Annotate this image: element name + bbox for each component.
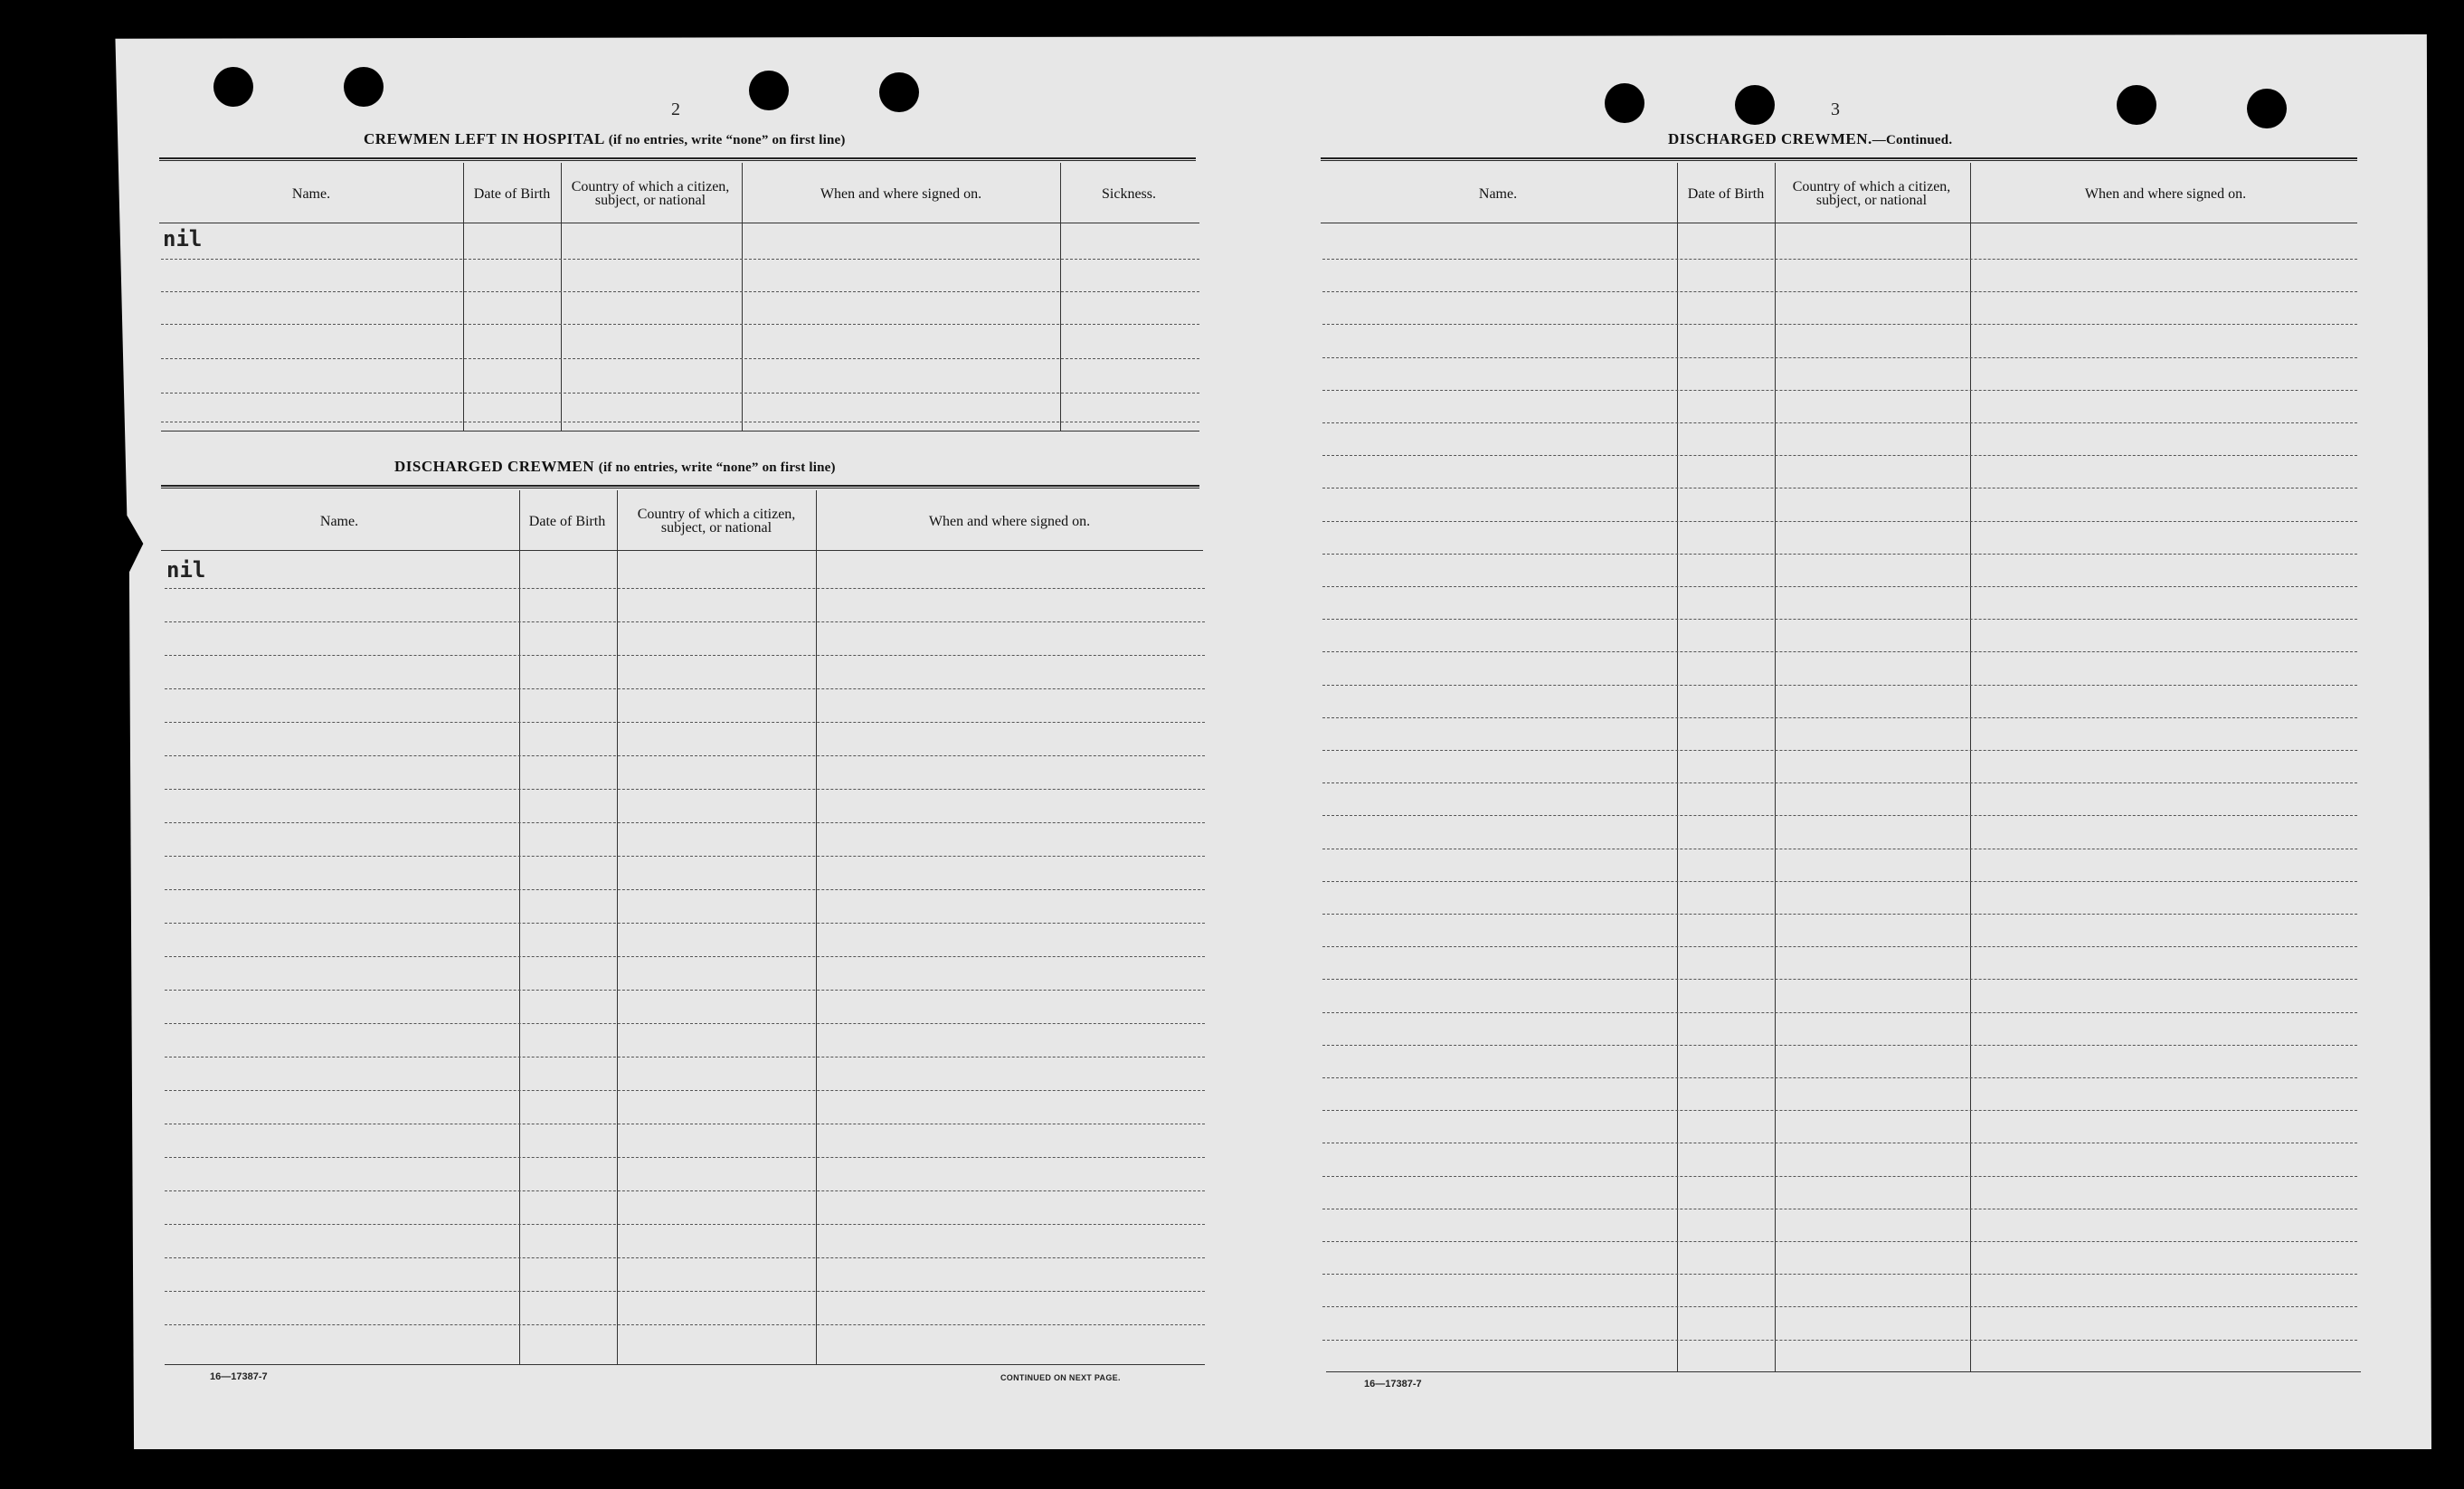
- ruled-line: [1322, 1110, 2357, 1111]
- ruled-line: [165, 990, 1205, 991]
- ruled-line: [1322, 357, 2357, 358]
- hospital-header-country: Country of which a citizen, subject, or national: [571, 179, 730, 208]
- right-title-text: DISCHARGED CREWMEN.: [1668, 130, 1872, 147]
- page-number-left: 2: [671, 100, 680, 119]
- ruled-line: [1322, 717, 2357, 718]
- punch-hole: [2247, 89, 2287, 128]
- ruled-line: [1322, 390, 2357, 391]
- right-header-signed-on: When and where signed on.: [2084, 185, 2247, 202]
- discharged-title-text: DISCHARGED CREWMEN: [394, 458, 595, 475]
- ruled-line: [165, 688, 1205, 689]
- right-header-dob: Date of Birth: [1687, 185, 1765, 202]
- discharged-section-title: [394, 458, 836, 476]
- ruled-line: [161, 393, 1199, 394]
- ruled-line: [165, 856, 1205, 857]
- ruled-line: [1322, 324, 2357, 325]
- hospital-col-divider: [561, 163, 562, 431]
- ruled-line: [165, 1090, 1205, 1091]
- ruled-line: [1322, 1306, 2357, 1307]
- punch-hole: [879, 72, 919, 112]
- right-col-divider: [1775, 163, 1776, 1371]
- ruled-line: [1322, 1012, 2357, 1013]
- hospital-header-dob: Date of Birth: [473, 185, 551, 202]
- hospital-bottom-rule: [161, 431, 1199, 432]
- ruled-line: [161, 259, 1199, 260]
- hospital-col-divider: [463, 163, 464, 431]
- discharged-header-country: Country of which a citizen, subject, or national: [637, 507, 796, 536]
- continued-note: CONTINUED ON NEXT PAGE.: [1000, 1373, 1121, 1382]
- ruled-line: [1322, 914, 2357, 915]
- hospital-col-divider: [1060, 163, 1061, 431]
- punch-hole: [1735, 85, 1775, 125]
- ruled-line: [1322, 422, 2357, 423]
- form-number-left: 16—17387-7: [210, 1371, 268, 1382]
- hospital-header-name: Name.: [291, 185, 331, 202]
- ruled-line: [1322, 750, 2357, 751]
- ruled-line: [1322, 979, 2357, 980]
- ruled-line: [1322, 946, 2357, 947]
- ruled-line: [1322, 619, 2357, 620]
- ruled-line: [1322, 521, 2357, 522]
- ruled-line: [165, 822, 1205, 823]
- ruled-line: [1322, 455, 2357, 456]
- ruled-line: [1322, 782, 2357, 783]
- discharged-header-signed-on: When and where signed on.: [928, 513, 1091, 529]
- ruled-line: [161, 291, 1199, 292]
- right-col-divider: [1677, 163, 1678, 1371]
- ruled-line: [1322, 815, 2357, 816]
- right-section-title: [1668, 130, 1952, 148]
- ruled-line: [165, 588, 1205, 589]
- ruled-line: [1322, 881, 2357, 882]
- ruled-line: [1322, 259, 2357, 260]
- hospital-col-divider: [742, 163, 743, 431]
- right-header-country: Country of which a citizen, subject, or national: [1792, 179, 1951, 208]
- punch-hole: [2117, 85, 2156, 125]
- hospital-subtitle-text: (if no entries, write “none” on first line): [608, 133, 846, 147]
- ruled-line: [1322, 291, 2357, 292]
- punch-hole: [1605, 83, 1644, 123]
- right-top-rule: [1321, 157, 2357, 161]
- hospital-entry: nil: [163, 226, 203, 251]
- ruled-line: [165, 655, 1205, 656]
- right-bottom-rule: [1326, 1371, 2361, 1372]
- ruled-line: [161, 358, 1199, 359]
- punch-hole: [749, 71, 789, 110]
- right-subtitle-text: —Continued.: [1872, 133, 1953, 147]
- hospital-header-signed-on: When and where signed on.: [820, 185, 982, 202]
- hospital-header-sickness: Sickness.: [1102, 185, 1156, 202]
- ruled-line: [1322, 1045, 2357, 1046]
- ruled-line: [1322, 651, 2357, 652]
- ruled-line: [165, 722, 1205, 723]
- ruled-line: [1322, 1340, 2357, 1341]
- form-number-right: 16—17387-7: [1364, 1379, 1422, 1389]
- ruled-line: [1322, 1176, 2357, 1177]
- ruled-line: [165, 1257, 1205, 1258]
- ruled-line: [1322, 685, 2357, 686]
- ruled-line: [165, 889, 1205, 890]
- ruled-line: [165, 923, 1205, 924]
- ruled-line: [165, 1023, 1205, 1024]
- ruled-line: [165, 956, 1205, 957]
- discharged-header-name: Name.: [319, 513, 359, 529]
- discharged-header-dob: Date of Birth: [528, 513, 606, 529]
- document-sheet: [101, 34, 2431, 1449]
- page-number-right: 3: [1831, 100, 1840, 119]
- ruled-line: [1322, 1241, 2357, 1242]
- ruled-line: [165, 1224, 1205, 1225]
- ruled-line: [165, 755, 1205, 756]
- discharged-entry: nil: [166, 557, 206, 583]
- right-header-name: Name.: [1478, 185, 1518, 202]
- hospital-section-title: [364, 130, 846, 148]
- hospital-title-text: CREWMEN LEFT IN HOSPITAL: [364, 130, 604, 147]
- ruled-line: [1322, 554, 2357, 555]
- discharged-subtitle-text: (if no entries, write “none” on first line): [598, 460, 836, 475]
- right-col-divider: [1970, 163, 1971, 1371]
- ruled-line: [1322, 1077, 2357, 1078]
- ruled-line: [161, 324, 1199, 325]
- discharged-top-rule: [161, 485, 1199, 488]
- punch-hole: [344, 67, 384, 107]
- ruled-line: [165, 1190, 1205, 1191]
- punch-hole: [213, 67, 253, 107]
- discharged-bottom-rule: [165, 1364, 1205, 1365]
- hospital-top-rule: [159, 157, 1196, 161]
- discharged-header-rule: [161, 550, 1203, 551]
- ruled-line: [165, 621, 1205, 622]
- ruled-line: [165, 1157, 1205, 1158]
- ruled-line: [165, 1291, 1205, 1292]
- ruled-line: [165, 789, 1205, 790]
- ruled-line: [165, 1324, 1205, 1325]
- ruled-line: [1322, 586, 2357, 587]
- ruled-line: [1322, 1274, 2357, 1275]
